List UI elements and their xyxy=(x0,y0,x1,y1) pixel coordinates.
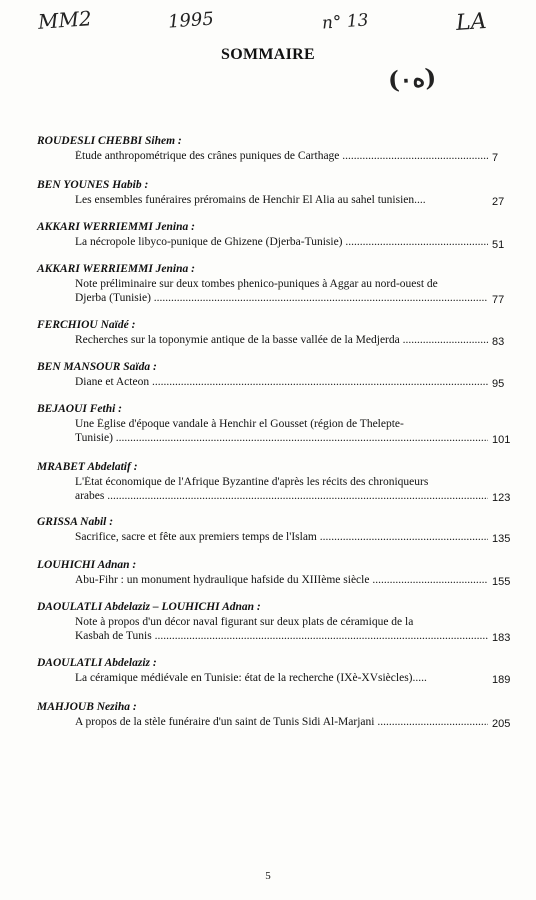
entry-title-text: Sacrifice, sacre et fête aux premiers temps de l'Islam xyxy=(75,531,317,543)
entry-title-text: L'État économique de l'Afrique Byzantine d'après les récits des chroniqueurs xyxy=(75,476,429,488)
entry-title-text: La nécropole libyco-punique de Ghizene (Djerba-Tunisie) xyxy=(75,236,343,248)
handwritten-note-left: MM2 xyxy=(37,6,93,34)
handwritten-note-right: LA xyxy=(455,8,488,37)
entry-title-text: Note préliminaire sur deux tombes phenico-puniques à Aggar au nord-ouest de xyxy=(75,278,438,290)
entry-author: FERCHIOU Naïdé : xyxy=(37,319,136,331)
entry-page-number: 7 xyxy=(492,152,499,164)
entry-title-text: Djerba (Tunisie) xyxy=(75,292,151,304)
entry-page-number: 27 xyxy=(492,196,505,208)
dot-leader xyxy=(317,531,488,543)
entry-author: ROUDESLI CHEBBI Sihem : xyxy=(37,135,182,147)
entry-page-number: 101 xyxy=(492,434,511,446)
entry-title-line xyxy=(75,194,488,206)
entry-title-text: Les ensembles funéraires préromains de Henchir El Alia au sahel tunisien.... xyxy=(75,194,426,206)
dot-leader xyxy=(339,150,488,162)
entry-author: GRISSA Nabil : xyxy=(37,516,114,528)
entry-title-text: Une Église d'époque vandale à Henchir el Gousset (région de Thelepte- xyxy=(75,418,404,430)
entry-page-number: 155 xyxy=(492,576,511,588)
dot-leader xyxy=(369,574,488,586)
entry-title-text: Recherches sur la toponymie antique de la basse vallée de la Medjerda xyxy=(75,334,400,346)
dot-leader xyxy=(151,292,488,304)
entry-title-line xyxy=(75,432,488,444)
entry-title-line xyxy=(75,630,488,642)
dot-leader xyxy=(104,490,488,502)
entry-title-line xyxy=(75,616,488,628)
entry-author: DAOULATLI Abdelaziz : xyxy=(37,657,157,669)
entry-title-line xyxy=(75,150,488,162)
entry-page-number: 95 xyxy=(492,378,505,390)
entry-title-line xyxy=(75,334,488,346)
entry-title-line xyxy=(75,418,488,430)
entry-title-text: Tunisie) xyxy=(75,432,113,444)
entry-title-text: Diane et Acteon xyxy=(75,376,150,388)
entry-author: AKKARI WERRIEMMI Jenina : xyxy=(37,263,195,275)
handwritten-stamp: (ﻩ٠) xyxy=(387,62,438,95)
dot-leader xyxy=(374,716,488,728)
dot-leader xyxy=(400,334,488,346)
entry-author: BEJAOUI Fethi : xyxy=(37,403,122,415)
entry-title-line xyxy=(75,672,488,684)
entry-page-number: 123 xyxy=(492,492,511,504)
entry-page-number: 135 xyxy=(492,533,511,545)
entry-title-text: Kasbah de Tunis xyxy=(75,630,152,642)
entry-title-line xyxy=(75,292,488,304)
entry-title-text: arabes xyxy=(75,490,105,502)
entry-title-line xyxy=(75,278,495,290)
entry-title-text: Abu-Fihr : un monument hydraulique hafside du XIIIème siècle xyxy=(75,574,370,586)
dot-leader xyxy=(343,236,489,248)
entry-title-line xyxy=(75,376,488,388)
dot-leader xyxy=(152,630,488,642)
page-folio: 5 xyxy=(265,870,271,882)
entry-author: DAOULATLI Abdelaziz – LOUHICHI Adnan : xyxy=(37,601,261,613)
entry-title-text: Étude anthropométrique des crânes puniques de Carthage xyxy=(75,150,340,162)
handwritten-note-number: n° 13 xyxy=(321,10,370,34)
entry-page-number: 205 xyxy=(492,718,511,730)
entry-title-text: Note à propos d'un décor naval figurant sur deux plats de céramique de la xyxy=(75,616,414,628)
entry-title-text: A propos de la stèle funéraire d'un saint de Tunis Sidi Al-Marjani xyxy=(75,716,375,728)
entry-author: BEN MANSOUR Saïda : xyxy=(37,361,157,373)
entry-author: MAHJOUB Neziha : xyxy=(37,701,137,713)
page-title: SOMMAIRE xyxy=(221,46,315,63)
entry-title-text: La céramique médiévale en Tunisie: état de la recherche (IXè-XVsiècles)..... xyxy=(75,672,427,684)
entry-title-line xyxy=(75,236,488,248)
entry-page-number: 77 xyxy=(492,294,505,306)
entry-author: AKKARI WERRIEMMI Jenina : xyxy=(37,221,195,233)
entry-page-number: 189 xyxy=(492,674,511,686)
dot-leader xyxy=(149,376,488,388)
handwritten-note-year: 1995 xyxy=(167,8,215,33)
entry-title-line xyxy=(75,476,488,488)
entry-author: LOUHICHI Adnan : xyxy=(37,559,137,571)
entry-title-line xyxy=(75,574,488,586)
entry-author: BEN YOUNES Habib : xyxy=(37,179,149,191)
entry-title-line xyxy=(75,531,488,543)
dot-leader xyxy=(113,432,488,444)
entry-page-number: 83 xyxy=(492,336,505,348)
entry-title-line xyxy=(75,716,488,728)
entry-author: MRABET Abdelatif : xyxy=(37,461,138,473)
entry-page-number: 183 xyxy=(492,632,511,644)
entry-page-number: 51 xyxy=(492,239,505,251)
entry-title-line xyxy=(75,490,488,502)
